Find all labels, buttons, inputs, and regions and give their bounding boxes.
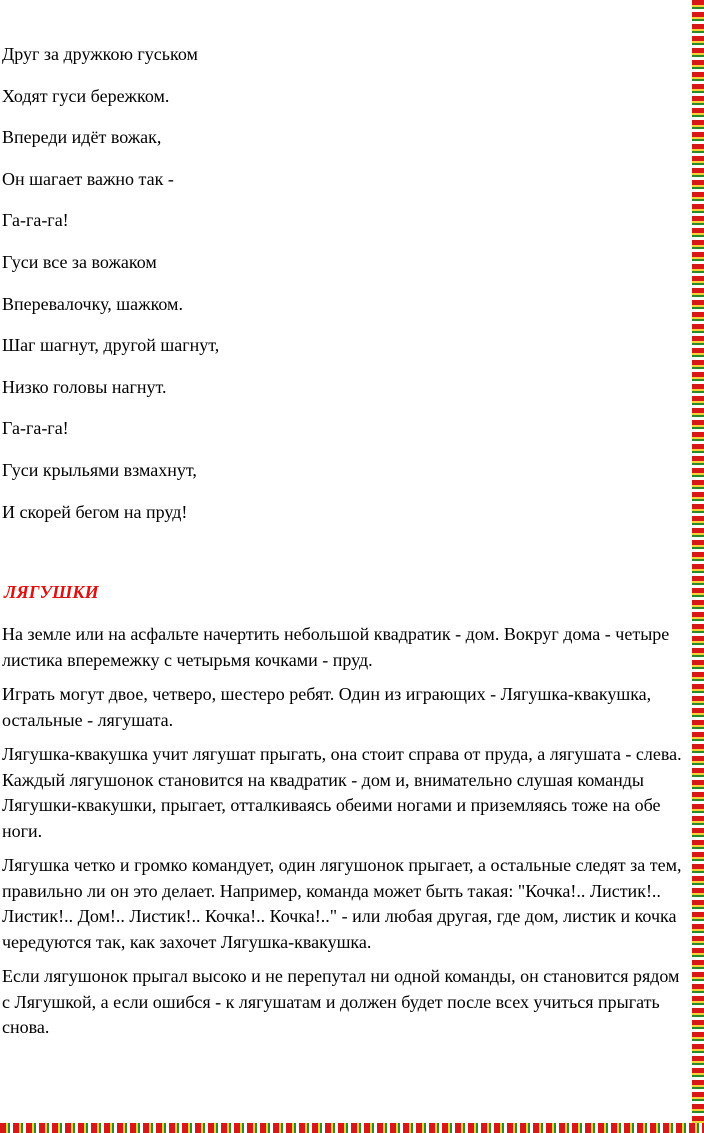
section-title: ЛЯГУШКИ xyxy=(4,582,99,602)
poem-line: Гуси крыльями взмахнут, xyxy=(2,459,197,480)
poem-line: И скорей бегом на пруд! xyxy=(2,501,188,522)
poem xyxy=(2,39,682,538)
paragraph: На земле или на асфальте начертить небольшой квадратик - дом. Вокруг дома - четыре листика вперемежку с четырьмя кочками - пруд. xyxy=(2,624,670,670)
poem-line: Он шагает важно так - xyxy=(2,168,174,189)
paragraph: Лягушка четко и громко командует, один лягушонок прыгает, а остальные следят за тем, правильно ли он это делает. Например, команда может быть такая: "Кочка!.. Листик!.. Листик!.. Дом!.. Листик!.. Кочка!.. Кочка!.." - или любая другая, где дом, листик и кочка чередуются так, как захочет Лягушка-квакушка. xyxy=(2,855,682,952)
paragraph: Лягушка-квакушка учит лягушат прыгать, она стоит справа от пруда, а лягушата - слева. Каждый лягушонок становится на квадратик - дом и, внимательно слушая команды Лягушки-квакушки, прыгает, отталкиваясь обеими ногами и приземляясь тоже на обе ноги. xyxy=(2,744,682,841)
decorative-border-bottom xyxy=(0,1123,704,1133)
poem-line: Гуси все за вожаком xyxy=(2,251,157,272)
poem-line: Друг за дружкою гуськом xyxy=(2,44,198,64)
poem-line: Низко головы нагнут. xyxy=(2,376,167,397)
poem-line: Га-га-га! xyxy=(2,210,69,231)
section-body xyxy=(2,622,686,1050)
decorative-border-right xyxy=(692,0,704,1133)
paragraph: Играть могут двое, четверо, шестеро ребят. Один из играющих - Лягушка-квакушка, остальные - лягушата. xyxy=(2,684,652,730)
poem-line: Вперевалочку, шажком. xyxy=(2,293,183,314)
poem-line: Шаг шагнут, другой шагнут, xyxy=(2,335,220,356)
poem-line: Га-га-га! xyxy=(2,418,69,439)
poem-line: Впереди идёт вожак, xyxy=(2,127,162,148)
poem-line: Ходят гуси бережком. xyxy=(2,85,170,106)
paragraph: Если лягушонок прыгал высоко и не перепутал ни одной команды, он становится рядом с Лягушкой, а если ошибся - к лягушатам и должен будет после всех учиться прыгать снова. xyxy=(2,966,680,1037)
